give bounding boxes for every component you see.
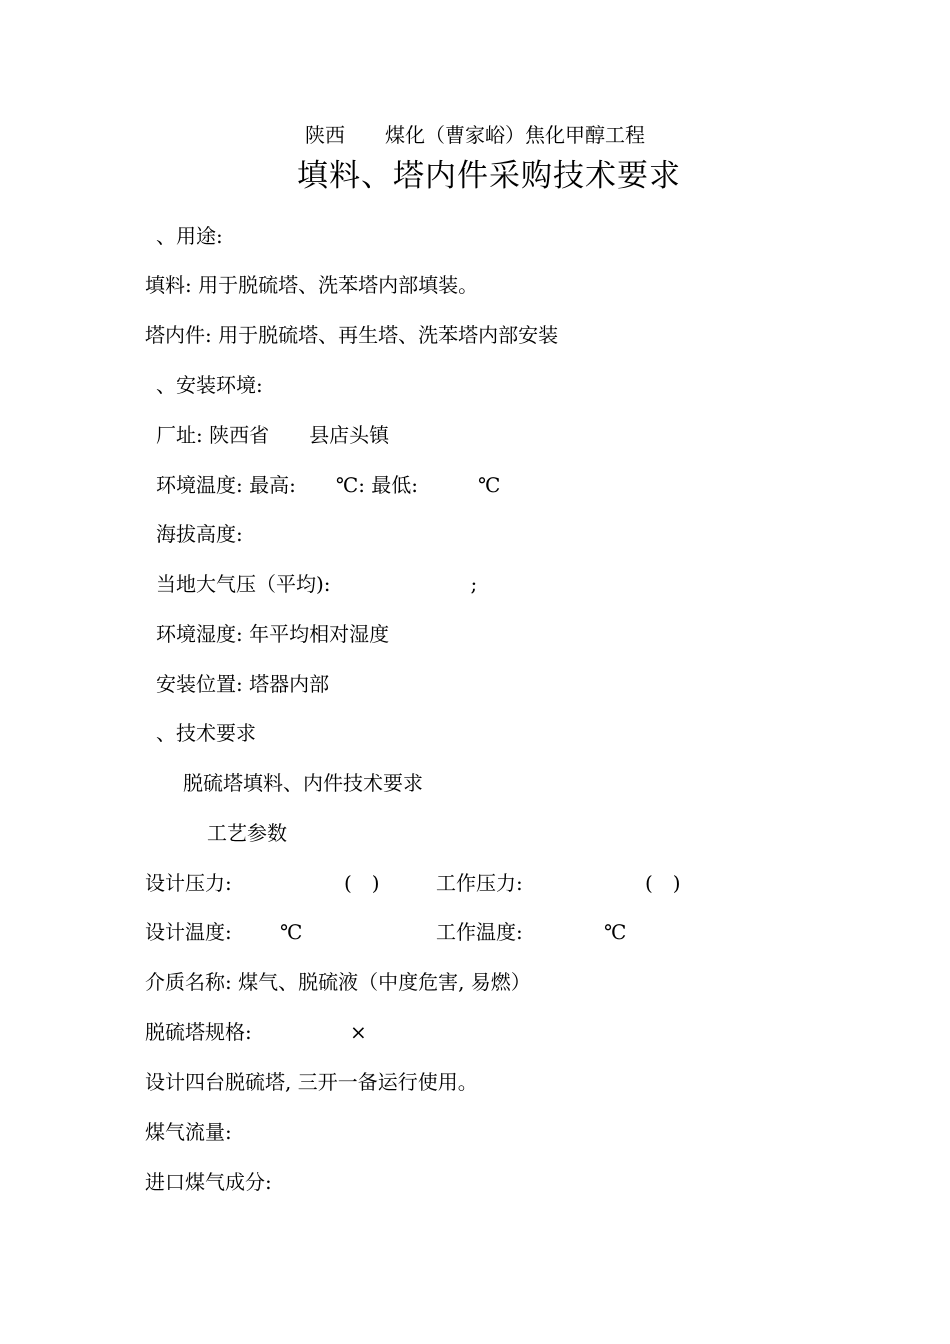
gas-flow-text: 煤气流量: — [145, 1120, 232, 1144]
design-note-text: 设计四台脱硫塔, 三开一备运行使用。 — [145, 1070, 478, 1094]
tower-spec-label: 脱硫塔规格: — [145, 1020, 252, 1044]
design-pressure-label: 设计压力: — [145, 871, 232, 895]
design-pressure-unit: ( ) — [344, 871, 380, 895]
ambient-temperature-text: 环境温度: 最高: ℃: 最低: ℃ — [156, 473, 501, 497]
document-subtitle: 陕西 煤化（曹家峪）焦化甲醇工程 — [305, 123, 645, 147]
site-text: 厂址: 陕西省 县店头镇 — [156, 423, 390, 447]
section-tech-heading: 、技术要求 — [156, 721, 256, 745]
medium-name-text: 介质名称: 煤气、脱硫液（中度危害, 易燃） — [145, 970, 531, 994]
process-params-heading: 工艺参数 — [207, 821, 287, 845]
section-usage-heading: 、用途: — [156, 224, 223, 248]
altitude-text: 海拔高度: — [156, 522, 243, 546]
internals-usage-text: 塔内件: 用于脱硫塔、再生塔、洗苯塔内部安装 — [145, 323, 559, 347]
desulfurization-subheading: 脱硫塔填料、内件技术要求 — [183, 771, 423, 795]
inlet-gas-text: 进口煤气成分: — [145, 1170, 272, 1194]
design-temperature-label: 设计温度: — [145, 920, 232, 944]
section-environment-heading: 、安装环境: — [156, 373, 263, 397]
humidity-text: 环境湿度: 年平均相对湿度 — [156, 622, 390, 646]
atmospheric-pressure-text: 当地大气压（平均): ; — [156, 572, 478, 596]
work-temperature-unit: ℃ — [604, 920, 627, 944]
work-pressure-unit: ( ) — [645, 871, 681, 895]
work-pressure-label: 工作压力: — [436, 871, 523, 895]
work-temperature-label: 工作温度: — [436, 920, 523, 944]
install-position-text: 安装位置: 塔器内部 — [156, 672, 330, 696]
tower-spec-value: × — [350, 1020, 367, 1044]
document-title: 填料、塔内件采购技术要求 — [297, 158, 681, 194]
packing-usage-text: 填料: 用于脱硫塔、洗苯塔内部填装。 — [145, 273, 479, 297]
design-temperature-unit: ℃ — [280, 920, 303, 944]
